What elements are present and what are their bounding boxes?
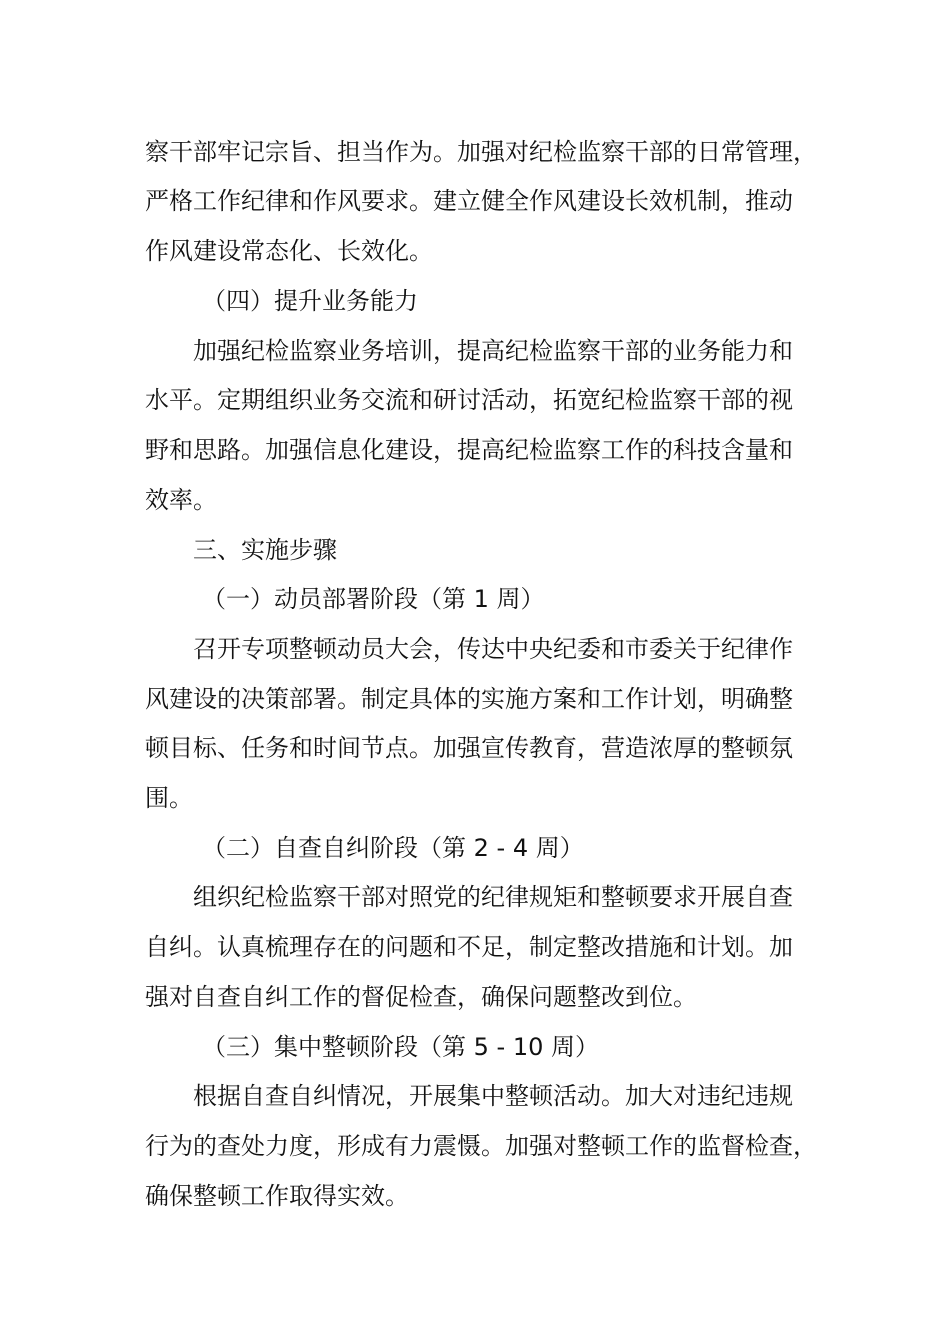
text-line-21: 行为的查处力度，形成有力震慑。加强对整顿工作的监督检查， <box>145 1132 817 1160</box>
text-line-8: 效率。 <box>145 486 217 514</box>
text-line-3: 作风建设常态化、长效化。 <box>145 237 433 265</box>
text-line-7: 野和思路。加强信息化建设，提高纪检监察工作的科技含量和 <box>145 436 793 464</box>
section-heading-1: （一）动员部署阶段（第 1 周） <box>202 585 545 613</box>
text-line-6: 水平。定期组织业务交流和研讨活动，拓宽纪检监察干部的视 <box>145 386 793 414</box>
main-heading-3: 三、实施步骤 <box>193 536 337 564</box>
text-line-22: 确保整顿工作取得实效。 <box>145 1182 409 1210</box>
text-line-2: 严格工作纪律和作风要求。建立健全作风建设长效机制，推动 <box>145 187 793 215</box>
text-line-17: 自纠。认真梳理存在的问题和不足，制定整改措施和计划。加 <box>145 933 793 961</box>
text-line-16: 组织纪检监察干部对照党的纪律规矩和整顿要求开展自查 <box>193 883 793 911</box>
text-line-1: 察干部牢记宗旨、担当作为。加强对纪检监察干部的日常管理， <box>145 138 817 166</box>
section-heading-4: （四）提升业务能力 <box>202 287 418 315</box>
text-line-14: 围。 <box>145 784 193 812</box>
text-line-11: 召开专项整顿动员大会，传达中央纪委和市委关于纪律作 <box>193 635 793 663</box>
text-line-5: 加强纪检监察业务培训，提高纪检监察干部的业务能力和 <box>193 337 793 365</box>
section-heading-2: （二）自查自纠阶段（第 2 - 4 周） <box>202 834 584 862</box>
text-line-13: 顿目标、任务和时间节点。加强宣传教育，营造浓厚的整顿氛 <box>145 734 793 762</box>
text-line-20: 根据自查自纠情况，开展集中整顿活动。加大对违纪违规 <box>193 1082 793 1110</box>
text-line-18: 强对自查自纠工作的督促检查，确保问题整改到位。 <box>145 983 697 1011</box>
text-line-12: 风建设的决策部署。制定具体的实施方案和工作计划，明确整 <box>145 685 793 713</box>
section-heading-3: （三）集中整顿阶段（第 5 - 10 周） <box>202 1033 599 1061</box>
